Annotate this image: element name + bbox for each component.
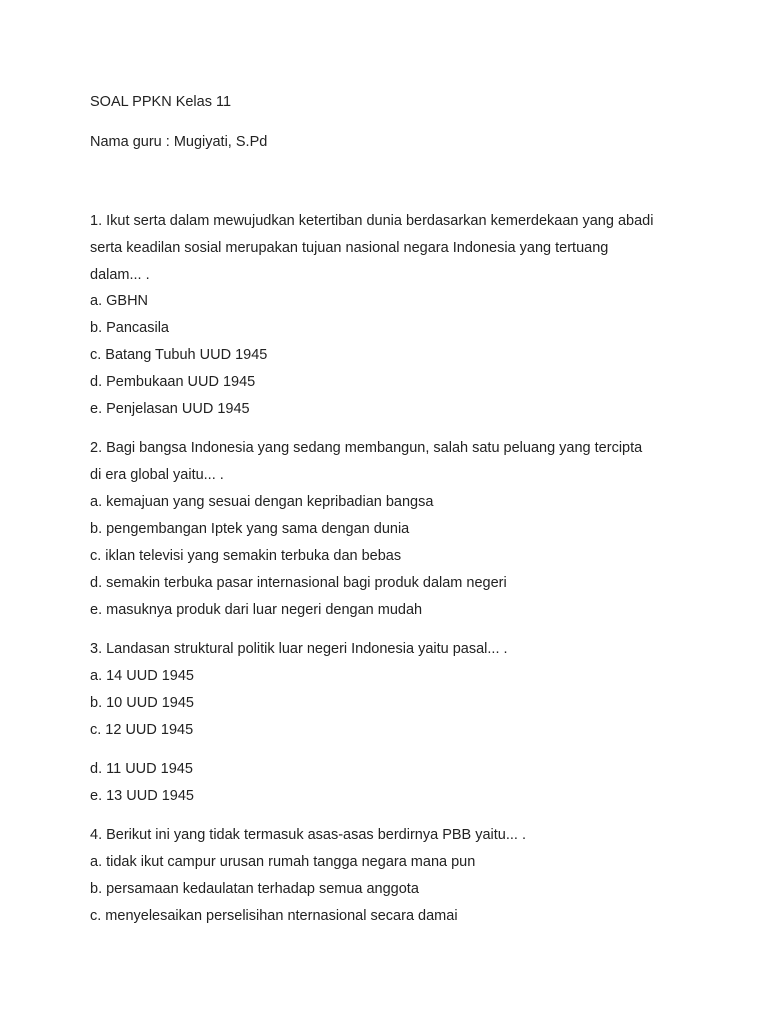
answer-option: a. kemajuan yang sesuai dengan kepribadian bangsa	[90, 494, 434, 510]
answer-option: c. 12 UUD 1945	[90, 722, 194, 738]
question-stem: di era global yaitu... .	[90, 467, 224, 483]
answer-option: b. 10 UUD 1945	[90, 695, 194, 711]
answer-option: e. Penjelasan UUD 1945	[90, 401, 250, 417]
answer-option: c. menyelesaikan perselisihan nternasional secara damai	[90, 908, 458, 924]
teacher-name: Nama guru : Mugiyati, S.Pd	[90, 134, 268, 150]
answer-option: a. 14 UUD 1945	[90, 668, 194, 684]
answer-option: c. Batang Tubuh UUD 1945	[90, 347, 268, 363]
answer-option: a. GBHN	[90, 293, 149, 309]
question-stem: serta keadilan sosial merupakan tujuan nasional negara Indonesia yang tertuang	[90, 240, 609, 256]
answer-option: c. iklan televisi yang semakin terbuka dan bebas	[90, 548, 402, 564]
question-stem: 3. Landasan struktural politik luar negeri Indonesia yaitu pasal... .	[90, 641, 508, 657]
question-stem: dalam... .	[90, 267, 150, 283]
answer-option: b. persamaan kedaulatan terhadap semua anggota	[90, 881, 419, 897]
answer-option: d. 11 UUD 1945	[90, 761, 193, 777]
answer-option: a. tidak ikut campur urusan rumah tangga negara mana pun	[90, 854, 476, 870]
answer-option: e. 13 UUD 1945	[90, 788, 194, 804]
answer-option: d. semakin terbuka pasar internasional bagi produk dalam negeri	[90, 575, 507, 591]
question-stem: 1. Ikut serta dalam mewujudkan ketertiban dunia berdasarkan kemerdekaan yang abadi	[90, 213, 654, 229]
document-title: SOAL PPKN Kelas 11	[90, 94, 232, 110]
question-stem: 2. Bagi bangsa Indonesia yang sedang membangun, salah satu peluang yang tercipta	[90, 440, 643, 456]
answer-option: e. masuknya produk dari luar negeri dengan mudah	[90, 602, 423, 618]
answer-option: b. pengembangan Iptek yang sama dengan dunia	[90, 521, 410, 537]
answer-option: d. Pembukaan UUD 1945	[90, 374, 256, 390]
answer-option: b. Pancasila	[90, 320, 169, 336]
question-stem: 4. Berikut ini yang tidak termasuk asas-asas berdirnya PBB yaitu... .	[90, 827, 527, 843]
